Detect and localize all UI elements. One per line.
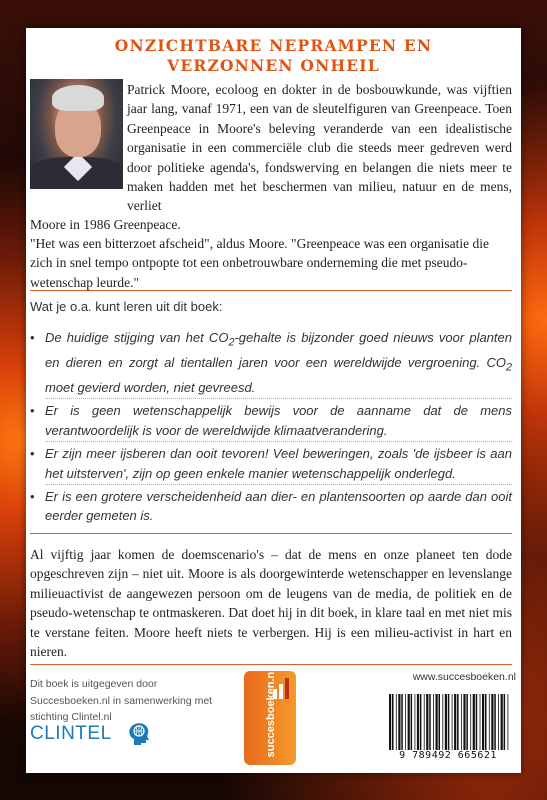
divider xyxy=(30,290,512,291)
succesboeken-logo-text: succesboeken.nl xyxy=(265,668,277,758)
bullet-dot: • xyxy=(30,446,35,462)
clintel-logo-text: CLINTEL xyxy=(30,723,112,744)
divider xyxy=(30,533,512,534)
list-item: • Er zijn meer ijsberen dan ooit tevoren! Veel beweringen, zoals 'de ijsbeer is aan het uitsterven', zijn op geen enkele manier wetenschappelijk onderlegd. xyxy=(30,444,512,485)
learn-heading: Wat je o.a. kunt leren uit dit boek: xyxy=(30,299,223,314)
barcode xyxy=(379,690,517,764)
publisher-website: www.succesboeken.nl xyxy=(412,671,516,683)
author-bio: Patrick Moore, ecoloog en dokter in de bosbouwkunde, was vijftien jaar lang, vanaf 1971, een van de sleutelfiguren van Greenpeace. Toen Greenpeace in Moore's beleving veranderde van een idealistische organisatie in een commerciële club die steeds meer gedreven werd door politieke agenda's, fondswerving en belangen die niets meer te maken hadden met het beschermen van milieu, natuur en de mens, verliet xyxy=(127,82,512,214)
learn-list xyxy=(30,328,512,526)
publisher-note: Dit boek is uitgegeven door Succesboeken.nl in samenwerking met stichting Clintel.nl xyxy=(30,678,213,723)
list-item: • Er is geen wetenschappelijk bewijs voor de aanname dat de mens verantwoordelijk is voor de wereldwijde klimaatverandering. xyxy=(30,401,512,442)
succesboeken-logo xyxy=(244,668,296,765)
clintel-logo xyxy=(30,721,180,749)
bullet-dot: • xyxy=(30,489,35,505)
title-line-2: VERZONNEN ONHEIL xyxy=(167,56,380,75)
isbn-number: 9 789492 665621 xyxy=(399,750,497,761)
title-line-1: ONZICHTBARE NEPRAMPEN EN xyxy=(114,36,433,55)
list-item: • De huidige stijging van het $CO_2$-gehalte is bijzonder goed nieuws voor planten en dieren en zorgt al tientallen jaren voor een wereldwijde vergroening. $CO_2$ moet gevierd worden, niet gevreesd. xyxy=(30,328,512,399)
summary-text: Al vijftig jaar komen de doemscenario's – dat de mens en onze planeet ten dode opgeschreven zijn – niet uit. Moore is als doorgewinterde wetenschapper en levenslange milieuactivist de aangewezen persoon om de leugens van de media, de politiek en de pseudo-wetenschap te ontmaskeren. Dat doet hij in dit boek, in klare taal en met niet mis te verstane feiten. Moore heeft niets te verbergen. Hij is een milieu-activist in hart en nieren. xyxy=(30,547,512,660)
author-photo xyxy=(30,79,123,189)
back-cover-panel xyxy=(26,28,521,773)
barcode-bars xyxy=(387,694,511,750)
head-globe-icon xyxy=(126,721,152,747)
author-bio-end: Moore in 1986 Greenpeace. xyxy=(30,217,181,232)
bullet-dot: • xyxy=(30,330,35,345)
bullet-dot: • xyxy=(30,403,35,419)
list-item: • Er is een grotere verscheidenheid aan dier- en plantensoorten op aarde dan ooit eerder gemeten is. xyxy=(30,489,512,524)
author-quote: "Het was een bitterzoet afscheid", aldus Moore. "Greenpeace was een organisatie die zich in snel tempo ontpopte tot een onbetrouwbare onderneming die met pseudo-wetenschap leurde." xyxy=(30,236,489,290)
cover-title xyxy=(26,36,521,76)
